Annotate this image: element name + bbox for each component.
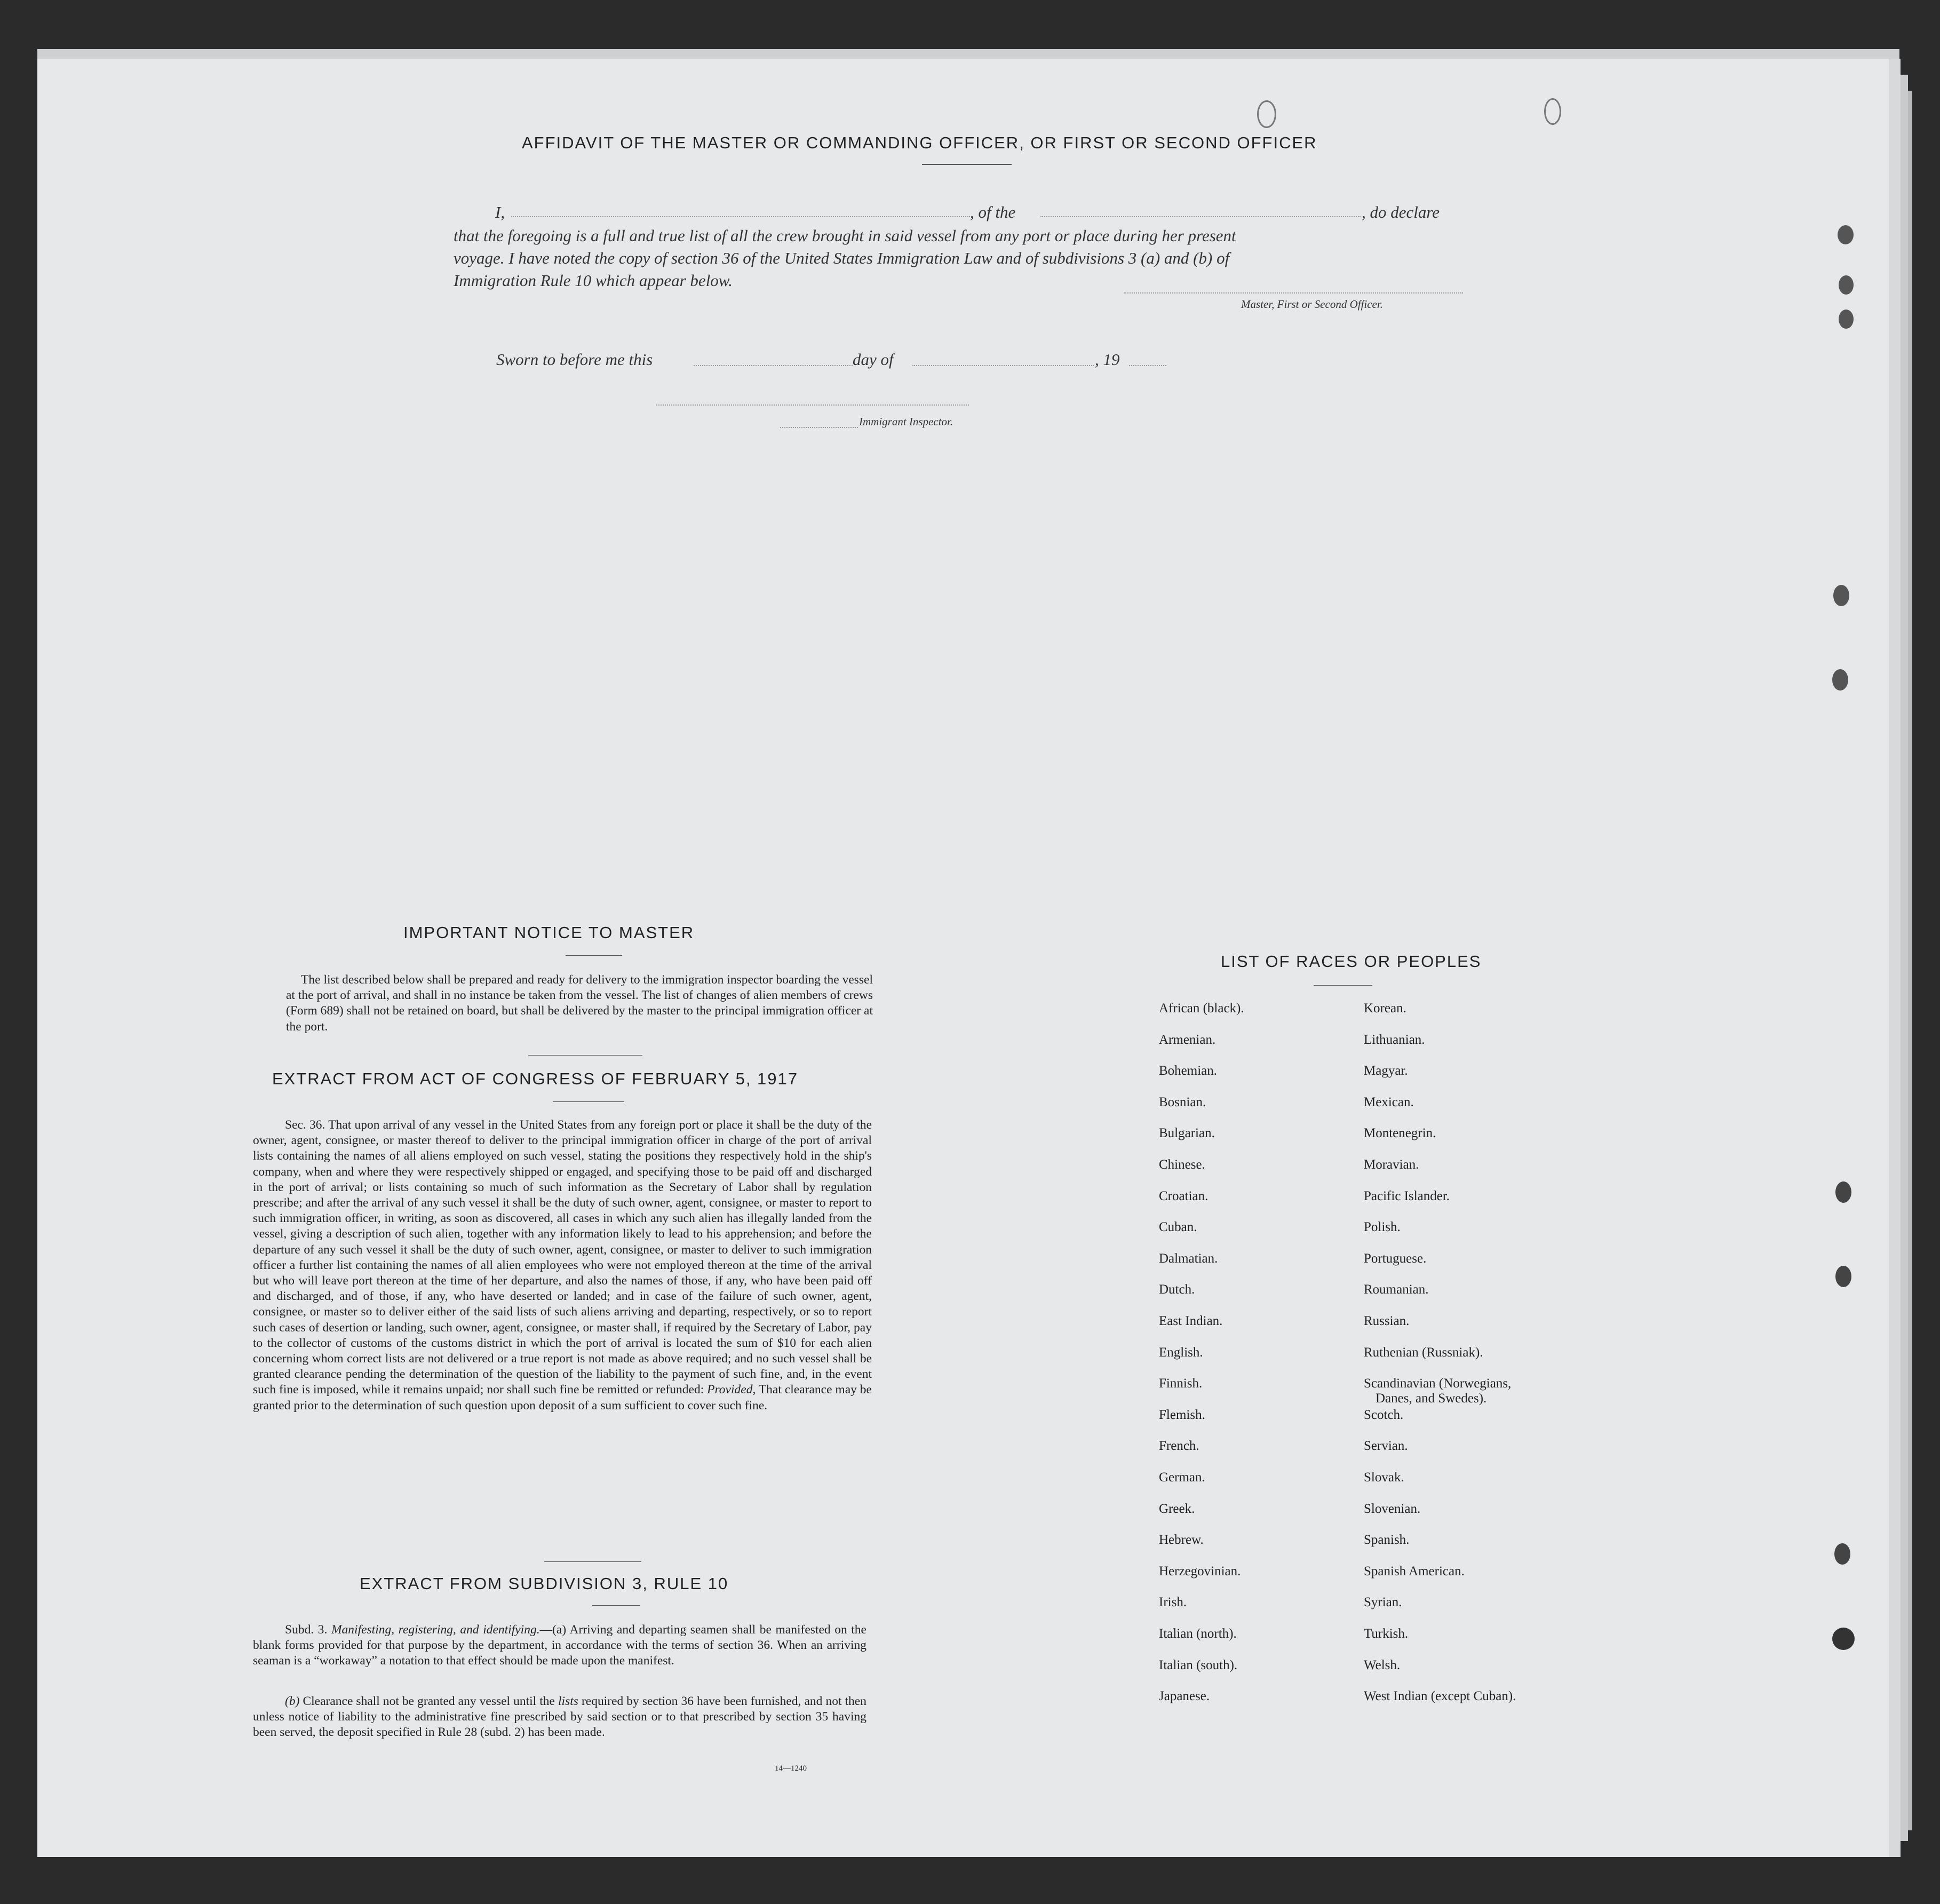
para-a-text: Arriving and departing seamen shall be manifested on the blank forms provided for that purpose by the department, in accordance with the terms of section 36. When an arriving seaman is a “workaway” a notation to that effect should be made upon the manifest.: [253, 1623, 866, 1668]
affidavit-line: that the foregoing is a full and true list of all the crew brought in said vessel from any port or place during her present: [454, 226, 1236, 245]
race-item: Ruthenian (Russniak).: [1364, 1345, 1483, 1360]
extract-act-title: EXTRACT FROM ACT OF CONGRESS OF FEBRUARY 5, 1917: [272, 1069, 799, 1088]
document-sheet: [37, 59, 1889, 1857]
para-a-marker: —(a): [539, 1623, 567, 1637]
race-item: German.: [1159, 1470, 1205, 1485]
race-item: Servian.: [1364, 1439, 1408, 1454]
extract-rule-title: EXTRACT FROM SUBDIVISION 3, RULE 10: [360, 1574, 729, 1593]
name-blank: [511, 216, 970, 217]
sheet-edge: [1908, 91, 1912, 1830]
subd-heading: Manifesting, registering, and identifying.: [331, 1623, 540, 1637]
section-body-end: That clearance may be granted prior to the determination of such question upon deposit of a sum sufficient to cover such fine.: [253, 1383, 872, 1413]
race-item: Slovak.: [1364, 1470, 1404, 1485]
race-item: Greek.: [1159, 1501, 1195, 1516]
punch-hole-icon: [1833, 585, 1849, 606]
race-item: Finnish.: [1159, 1376, 1203, 1391]
race-item: Italian (south).: [1159, 1657, 1238, 1672]
form-number: 14—1240: [775, 1764, 807, 1773]
day-blank: [694, 365, 853, 366]
punch-hole-icon: [1838, 225, 1854, 244]
race-item: Dalmatian.: [1159, 1251, 1218, 1266]
affidavit-declare: , do declare: [1362, 203, 1440, 221]
notice-title: IMPORTANT NOTICE TO MASTER: [403, 923, 695, 942]
race-item: Korean.: [1364, 1001, 1406, 1016]
race-item: Magyar.: [1364, 1064, 1408, 1078]
provided-word: Provided,: [707, 1383, 756, 1397]
race-item: Scandinavian (Norwegians,: [1364, 1376, 1512, 1391]
sheet-edge: [1889, 59, 1901, 1857]
race-item: Bulgarian.: [1159, 1126, 1215, 1141]
sheet-top-edge: [37, 49, 1899, 60]
inspector-label: Immigrant Inspector.: [859, 415, 953, 428]
affidavit-line: Immigration Rule 10 which appear below.: [454, 271, 733, 290]
para-b-text-end: required by section 36 have been furnished, and not then unless notice of liability to the administrative fine prescribed by said section or to that prescribed by section 35 having been served, the deposit specified in Rule 28 (subd. 2) has been made.: [253, 1694, 866, 1740]
race-item: English.: [1159, 1345, 1203, 1360]
month-blank: [912, 365, 1094, 366]
affidavit-of-the: , of the: [970, 203, 1016, 221]
race-item: Spanish.: [1364, 1533, 1410, 1548]
subdivision-a-text: [253, 1622, 866, 1669]
sworn-day-of: day of: [853, 350, 894, 369]
year-blank: [1129, 365, 1166, 366]
inspector-signature-line: [656, 404, 969, 406]
race-item: Bohemian.: [1159, 1064, 1218, 1078]
divider: [1314, 985, 1372, 986]
punch-hole-icon: [1257, 100, 1276, 128]
sworn-year: , 19: [1095, 350, 1120, 369]
races-title: LIST OF RACES OR PEOPLES: [1221, 952, 1482, 971]
race-item: Montenegrin.: [1364, 1126, 1436, 1141]
race-item: Portuguese.: [1364, 1251, 1427, 1266]
race-item: Chinese.: [1159, 1157, 1205, 1172]
affidavit-title: AFFIDAVIT OF THE MASTER OR COMMANDING OFFICER, OR FIRST OR SECOND OFFICER: [522, 133, 1317, 152]
divider: [544, 1561, 641, 1562]
notice-text: The list described below shall be prepared and ready for delivery to the immigration inspector boarding the vessel at the port of arrival, and shall in no instance be taken from the vessel. The list of changes of alien members of crews (Form 689) shall not be retained on board, but shall be delivered by the master to the principal immigration officer at the port.: [286, 973, 873, 1034]
race-item: African (black).: [1159, 1001, 1244, 1016]
race-item: Russian.: [1364, 1314, 1410, 1328]
race-item: Cuban.: [1159, 1220, 1197, 1235]
lists-word: lists: [558, 1694, 578, 1708]
divider: [592, 1605, 640, 1606]
affidavit-line: voyage. I have noted the copy of section 36 of the United States Immigration Law and of subdivisions 3 (a) and (b) of: [454, 249, 1230, 267]
race-item: Italian (north).: [1159, 1627, 1237, 1641]
divider: [528, 1055, 642, 1056]
race-item: Turkish.: [1364, 1627, 1409, 1641]
race-item: Slovenian.: [1364, 1501, 1421, 1516]
punch-hole-icon: [1832, 1628, 1855, 1650]
inspector-signature-line: [780, 427, 858, 428]
section-label: Sec. 36.: [285, 1118, 325, 1132]
divider: [553, 1101, 624, 1102]
race-item: Dutch.: [1159, 1282, 1195, 1297]
race-item: Flemish.: [1159, 1407, 1205, 1422]
master-signature-label: Master, First or Second Officer.: [1241, 298, 1383, 311]
punch-hole-icon: [1839, 310, 1854, 329]
race-item: Bosnian.: [1159, 1094, 1206, 1109]
race-item: Danes, and Swedes).: [1376, 1391, 1487, 1406]
race-item: Mexican.: [1364, 1094, 1414, 1109]
race-item: Hebrew.: [1159, 1533, 1204, 1548]
sheet-edge: [1901, 75, 1908, 1841]
divider: [566, 955, 622, 956]
race-item: East Indian.: [1159, 1314, 1223, 1328]
punch-hole-icon: [1835, 1266, 1851, 1287]
punch-hole-icon: [1832, 669, 1848, 691]
subdivision-b-text: [253, 1694, 866, 1741]
race-item: Roumanian.: [1364, 1282, 1429, 1297]
race-item: French.: [1159, 1439, 1199, 1454]
race-item: Welsh.: [1364, 1657, 1401, 1672]
race-item: Pacific Islander.: [1364, 1188, 1450, 1203]
race-item: Lithuanian.: [1364, 1032, 1425, 1047]
race-item: Japanese.: [1159, 1689, 1210, 1704]
race-item: Irish.: [1159, 1595, 1187, 1610]
section-body: That upon arrival of any vessel in the United States from any foreign port or place it shall be the duty of the owner, agent, consignee, or master thereof to deliver to the principal immigration officer in charge of the port of arrival lists containing the names of all aliens employed on such vessel, stating the positions they respectively hold in the ship's company, when and where they were respectively shipped or engaged, and specifying those to be paid off and discharged in the port of arrival; or lists containing so much of such information as the Secretary of Labor shall by regulation prescribe; and after the arrival of any such vessel it shall be the duty of such owner, agent, consignee, or master to report to such immigration officer, in writing, as soon as discovered, all cases in which any such alien has illegally landed from the vessel, giving a description of such alien, together with any information likely to lead to his apprehension; and before the departure of any such vessel it shall be the duty of such owner, agent, consignee, or master to deliver to such immigration officer a further list containing the names of all alien employees who were not employed thereon at the time of the arrival but who will leave port thereon at the time of her departure, and also the names of those, if any, who have been paid off and discharged, and of those, if any, who have deserted or landed; and in case of the failure of such owner, agent, consignee, or master so to deliver either of the said lists of such aliens arriving and departing, respectively, or so to report such cases of desertion or landing, such owner, agent, consignee, or master shall, if required by the Secretary of Labor, pay to the collector of customs of the customs district in which the port of arrival is located the sum of $10 for each alien concerning whom correct lists are not delivered or a true report is not made as above required; and no such vessel shall be granted clearance pending the determination of the question of the liability to the payment of such fine, and, in the event such fine is imposed, while it remains unpaid; nor shall such fine be remitted or refunded:: [253, 1118, 872, 1397]
punch-hole-icon: [1544, 98, 1561, 125]
race-item: West Indian (except Cuban).: [1364, 1689, 1516, 1704]
race-item: Herzegovinian.: [1159, 1564, 1241, 1578]
punch-hole-icon: [1834, 1543, 1850, 1565]
race-item: Scotch.: [1364, 1407, 1404, 1422]
race-item: Polish.: [1364, 1220, 1401, 1235]
race-item: Croatian.: [1159, 1188, 1208, 1203]
race-item: Syrian.: [1364, 1595, 1402, 1610]
para-b-text: Clearance shall not be granted any vessel until the: [303, 1694, 555, 1708]
race-item: Spanish American.: [1364, 1564, 1465, 1578]
subd-label: Subd. 3.: [285, 1623, 328, 1637]
affidavit-i: I,: [495, 203, 505, 221]
vessel-blank: [1040, 216, 1361, 217]
divider: [922, 164, 1012, 165]
race-item: Moravian.: [1364, 1157, 1419, 1172]
race-item: Armenian.: [1159, 1032, 1216, 1047]
para-b-marker: (b): [285, 1694, 300, 1708]
master-signature-line: [1124, 292, 1463, 293]
section-36-text: [253, 1117, 872, 1414]
sworn-prefix: Sworn to before me this: [496, 350, 653, 369]
punch-hole-icon: [1839, 275, 1854, 295]
punch-hole-icon: [1835, 1181, 1851, 1203]
